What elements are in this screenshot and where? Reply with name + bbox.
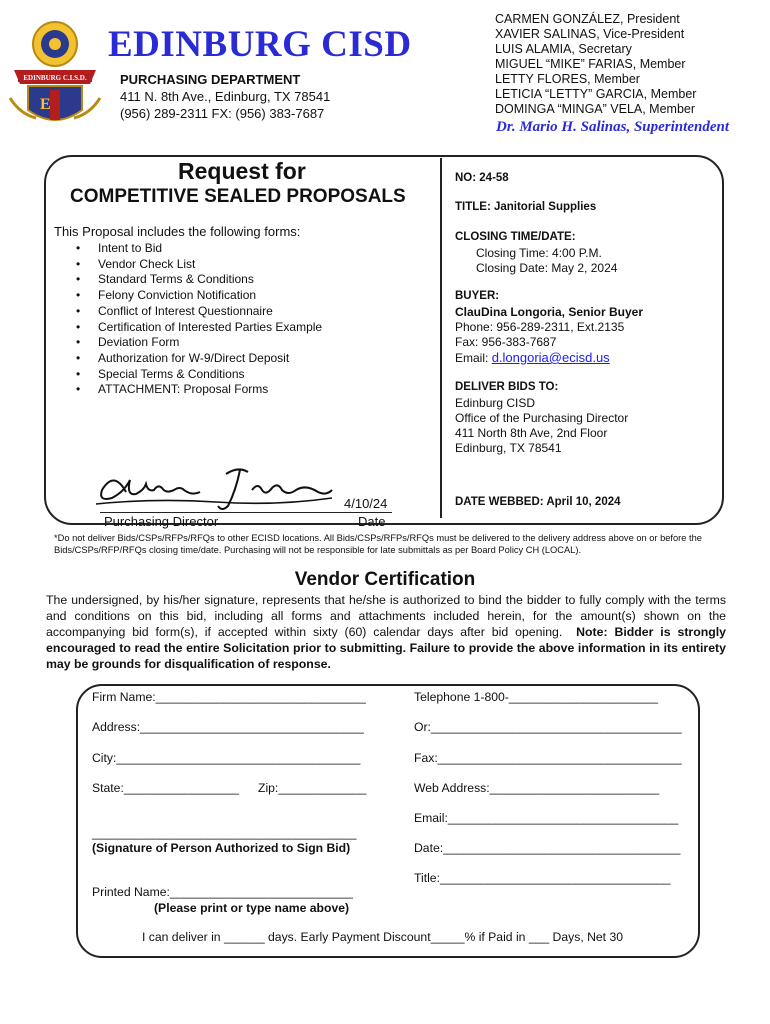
request-subtitle: COMPETITIVE SEALED PROPOSALS	[70, 186, 406, 207]
list-item: • Intent to Bid	[76, 241, 322, 257]
list-item: • Vendor Check List	[76, 257, 322, 273]
signature-line	[100, 512, 392, 513]
list-item: • Deviation Form	[76, 335, 322, 351]
list-item: • Conflict of Interest Questionnaire	[76, 304, 322, 320]
certification-text: The undersigned, by his/her signature, represents that he/she is authorized to bind the bidder to fully comply with the terms and conditions on this bid, including all forms and attachments included herein, for the amount(s) shown on the accompanying bid form(s), if accepted within sixty (60) calendar days after bid opening.	[46, 593, 726, 639]
deliver-line: Edinburg, TX 78541	[455, 441, 562, 455]
deliver-line: Office of the Purchasing Director	[455, 411, 629, 425]
vendor-certification-body	[46, 592, 726, 672]
buyer-email-label: Email:	[455, 351, 489, 365]
address-field[interactable]: Address:_________________________________	[92, 720, 364, 734]
email-field[interactable]: Email:__________________________________	[414, 811, 679, 825]
board-member: MIGUEL “MIKE” FARIAS, Member	[495, 57, 686, 71]
buyer-name: ClauDina Longoria, Senior Buyer	[455, 305, 644, 319]
firm-name-field[interactable]: Firm Name:_______________________________	[92, 690, 366, 704]
board-member: DOMINGA “MINGA” VELA, Member	[495, 102, 696, 116]
district-name: EDINBURG CISD	[108, 24, 412, 65]
signature-date: 4/10/24	[344, 496, 388, 511]
closing-heading: CLOSING TIME/DATE:	[455, 231, 576, 243]
deliver-line: 411 North 8th Ave, 2nd Floor	[455, 426, 608, 440]
buyer-phone: Phone: 956-289-2311, Ext.2135	[455, 320, 625, 334]
list-item: • Felony Conviction Notification	[76, 288, 322, 304]
authorized-signature-label: (Signature of Person Authorized to Sign Bid)	[92, 841, 351, 855]
superintendent: Dr. Mario H. Salinas, Superintendent	[496, 119, 729, 135]
printed-name-field[interactable]: Printed Name:___________________________	[92, 885, 353, 899]
or-field[interactable]: Or:_____________________________________	[414, 720, 682, 734]
purchasing-director-label: Purchasing Director	[104, 514, 219, 529]
director-signature	[96, 462, 336, 514]
deliver-heading: DELIVER BIDS TO:	[455, 381, 559, 393]
title-field[interactable]: Title:__________________________________	[414, 871, 671, 885]
date-field[interactable]: Date:___________________________________	[414, 841, 681, 855]
request-title: Request for	[178, 158, 306, 184]
board-member: LUIS ALAMIA, Secretary	[495, 42, 632, 56]
board-member: XAVIER SALINAS, Vice-President	[495, 27, 685, 41]
web-address-field[interactable]: Web Address:_________________________	[414, 781, 660, 795]
closing-date: Closing Date: May 2, 2024	[476, 261, 618, 275]
certification-note: Note: Bidder is strongly encouraged to read the entire Solicitation prior to submitting. Failure to provide the above information in its entirety may be grounds for disqualification of response.	[46, 625, 726, 671]
printed-name-note: (Please print or type name above)	[154, 901, 350, 915]
fax-field[interactable]: Fax:____________________________________	[414, 751, 682, 765]
city-field[interactable]: City:____________________________________	[92, 751, 361, 765]
vendor-certification-title: Vendor Certification	[294, 569, 476, 590]
buyer-heading: BUYER:	[455, 290, 500, 302]
delivery-terms-field[interactable]: I can deliver in ______ days. Early Payment Discount_____% if Paid in ___ Days, Net 30	[142, 930, 624, 944]
column-divider	[440, 158, 442, 518]
list-item: • Authorization for W-9/Direct Deposit	[76, 351, 322, 367]
address-line-2: (956) 289-2311 FX: (956) 383-7687	[120, 106, 325, 121]
list-item: • Certification of Interested Parties Example	[76, 320, 322, 336]
date-label: Date	[358, 514, 386, 529]
board-member: LETICIA “LETTY” GARCIA, Member	[495, 87, 697, 101]
logo-text: EDINBURG C.I.S.D.	[23, 74, 87, 82]
board-member: CARMEN GONZÁLEZ, President	[495, 12, 680, 26]
authorized-signature-line[interactable]: _______________________________________	[92, 826, 357, 840]
buyer-email-link[interactable]: d.longoria@ecisd.us	[491, 350, 610, 365]
buyer-email-row	[455, 350, 610, 366]
board-member: LETTY FLORES, Member	[495, 72, 640, 86]
bid-title: TITLE: Janitorial Supplies	[455, 201, 597, 213]
forms-intro: This Proposal includes the following forms:	[54, 224, 301, 239]
list-item: • Standard Terms & Conditions	[76, 272, 322, 288]
forms-list	[76, 241, 322, 398]
district-seal-logo	[6, 14, 104, 134]
telephone-field[interactable]: Telephone 1-800-______________________	[414, 690, 658, 704]
closing-time: Closing Time: 4:00 P.M.	[476, 246, 602, 260]
address-line-1: 411 N. 8th Ave., Edinburg, TX 78541	[120, 89, 331, 104]
bid-number: NO: 24-58	[455, 172, 509, 184]
board-members	[495, 12, 696, 117]
department-name: PURCHASING DEPARTMENT	[120, 72, 301, 87]
buyer-fax: Fax: 956-383-7687	[455, 335, 557, 349]
delivery-note: *Do not deliver Bids/CSPs/RFPs/RFQs to other ECISD locations. All Bids/CSPs/RFPs/RFQs must be delivered to the delivery address above on or before the Bids/CSPs/RFP/RFQs closing time/date. Purchasing will not be responsible for late submittals as per Board Policy CH (LOCAL).	[54, 533, 702, 555]
state-field[interactable]: State:_________________	[92, 781, 240, 795]
list-item: • Special Terms & Conditions	[76, 367, 322, 383]
list-item: • ATTACHMENT: Proposal Forms	[76, 382, 322, 398]
deliver-line: Edinburg CISD	[455, 396, 536, 410]
date-webbed: DATE WEBBED: April 10, 2024	[455, 496, 621, 508]
zip-field[interactable]: Zip:_____________	[258, 781, 367, 795]
svg-text:E: E	[40, 96, 51, 113]
